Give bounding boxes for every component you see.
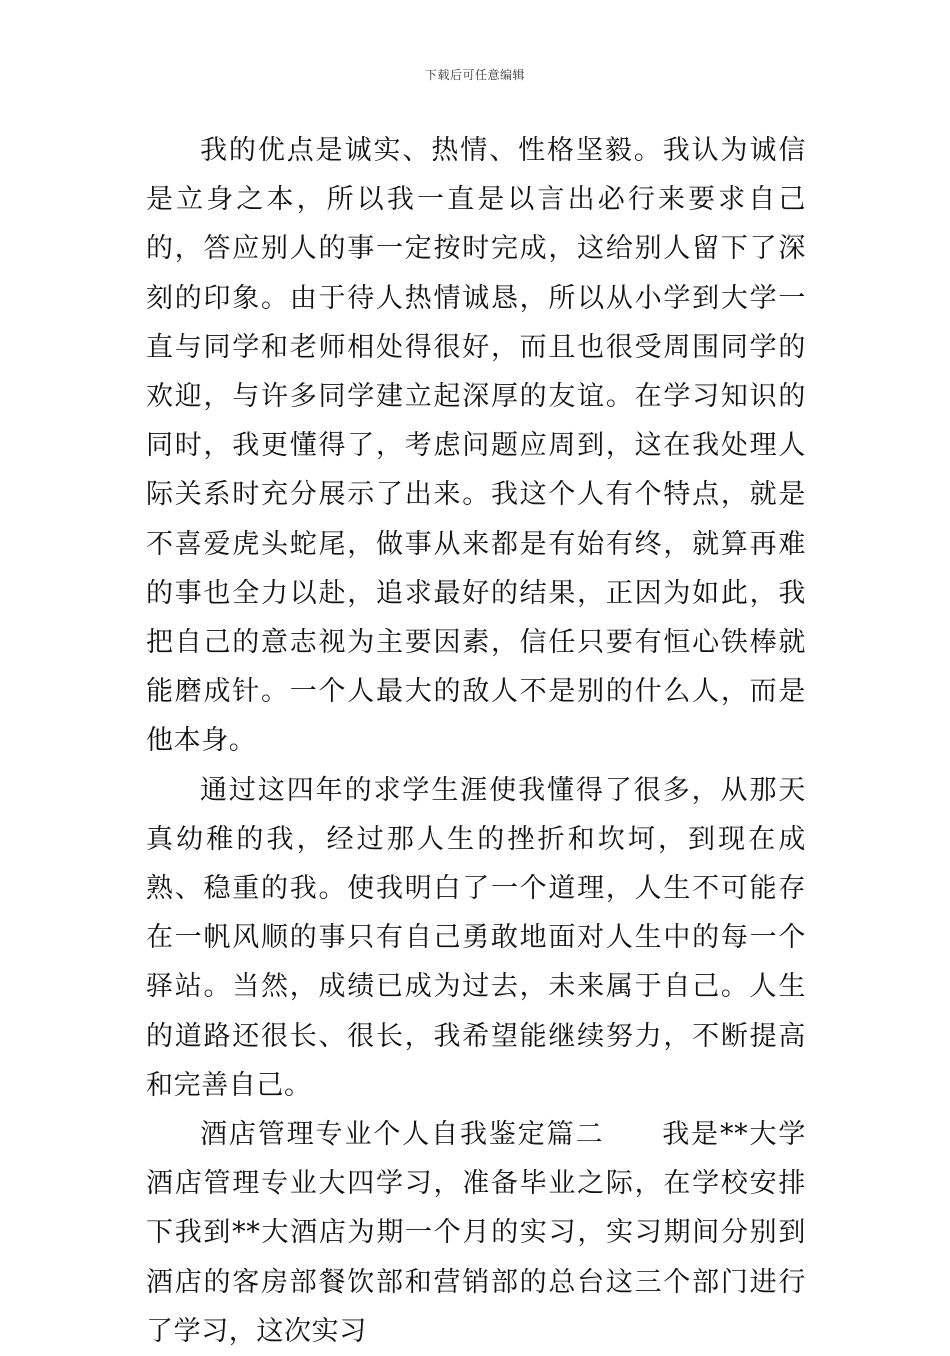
paragraph-1: 我的优点是诚实、热情、性格坚毅。我认为诚信是立身之本，所以我一直是以言出必行来要求自己的，答应别人的事一定按时完成，这给别人留下了深刻的印象。由于待人热情诚恳，所以从小学到大学一直与同学和老师相处得很好，而且也很受周围同学的欢迎，与许多同学建立起深厚的友谊。在学习知识的同时，我更懂得了，考虑问题应周到，这在我处理人际关系时充分展示了出来。我这个人有个特点，就是不喜爱虎头蛇尾，做事从来都是有始有终，就算再难的事也全力以赴，追求最好的结果，正因为如此，我把自己的意志视为主要因素，信任只要有恒心铁棒就能磨成针。一个人最大的敌人不是别的什么人，而是他本身。 — [146, 135, 806, 757]
paragraph-3: 酒店管理专业个人自我鉴定篇二 我是**大学酒店管理专业大四学习，准备毕业之际，在学校安排下我到**大酒店为期一个月的实习，实习期间分别到酒店的客房部餐饮部和营销部的总台这三个部门进行了学习，这次实习 — [146, 1119, 806, 1347]
document-body — [146, 126, 806, 1356]
header-note: 下载后可任意编辑 — [424, 68, 525, 82]
paragraph-2: 通过这四年的求学生涯使我懂得了很多，从那天真幼稚的我，经过那人生的挫折和坎坷，到现在成熟、稳重的我。使我明白了一个道理，人生不可能存在一帆风顺的事只有自己勇敢地面对人生中的每一个驿站。当然，成绩已成为过去，未来属于自己。人生的道路还很长、很长，我希望能继续努力，不断提高和完善自己。 — [146, 774, 806, 1101]
